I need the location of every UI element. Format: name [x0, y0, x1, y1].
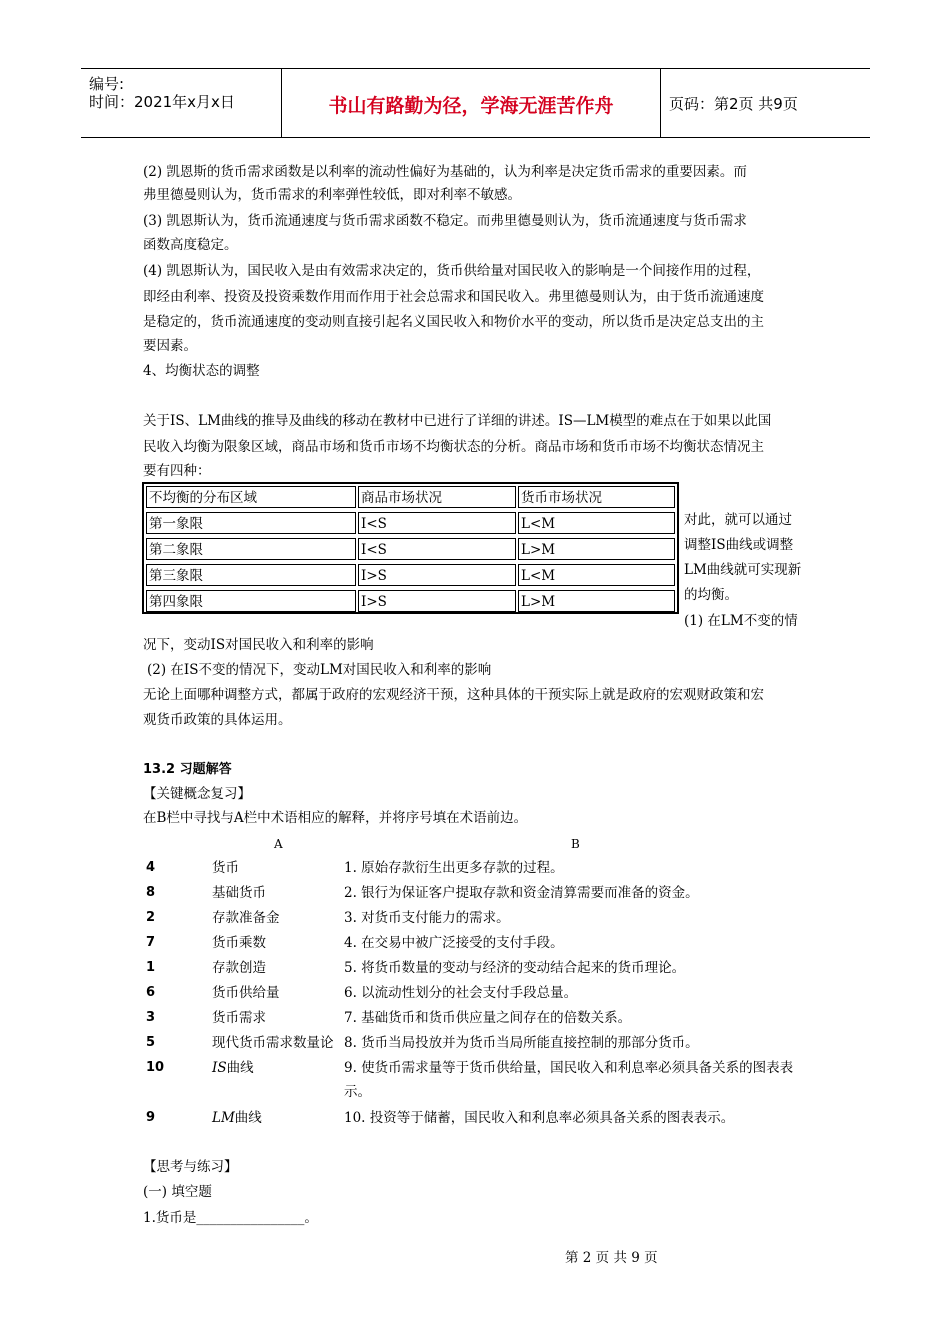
list-item — [0, 1031, 950, 1055]
header-page-cell — [660, 69, 871, 137]
item-description: 5. 将货币数量的变动与经济的变动结合起来的货币理论。 — [344, 960, 686, 976]
list-item — [0, 881, 950, 905]
section-4-heading: 4、均衡状态的调整 — [143, 363, 260, 379]
time-label: 时间：2021年x月x日 — [89, 93, 235, 111]
item-number: 7 — [146, 935, 156, 950]
item-description: 7. 基础货币和货币供应量之间存在的倍数关系。 — [344, 1010, 632, 1026]
list-item — [0, 1106, 950, 1130]
is-lm-line-1: 关于IS、LM曲线的推导及曲线的移动在教材中已进行了详细的讲述。IS—LM模型的难点在于如果以此国 — [143, 413, 772, 429]
item-description: 6. 以流动性划分的社会支付手段总量。 — [344, 985, 578, 1001]
is-lm-line-2: 民收入均衡为限象区域，商品市场和货币市场不均衡状态的分析。商品市场和货币市场不均衡状态情况主 — [143, 439, 764, 455]
table-cell: 第四象限 — [146, 590, 356, 612]
item-number: 1 — [146, 960, 156, 975]
item-number: 10 — [146, 1060, 165, 1075]
list-item — [0, 981, 950, 1005]
table-cell: I>S — [358, 564, 516, 586]
question-1: 1.货币是________________。 — [143, 1210, 318, 1226]
item-number: 2 — [146, 910, 156, 925]
number-label: 编号: — [89, 75, 125, 93]
table-header-cell: 商品市场状况 — [358, 486, 516, 508]
think-heading: 【思考与练习】 — [143, 1159, 238, 1175]
side-text-3: LM曲线就可实现新 — [684, 562, 802, 578]
is-lm-line-3: 要有四种： — [143, 463, 211, 479]
table-header-row — [144, 484, 677, 510]
header-motto-cell — [282, 69, 660, 137]
item-term-italic: IS — [212, 1060, 227, 1076]
after-table-line-1: 况下，变动IS对国民收入和利率的影响 — [143, 637, 374, 653]
table-cell: I<S — [358, 538, 516, 560]
concept-review-heading: 【关键概念复习】 — [143, 786, 251, 802]
table-header-cell: 不均衡的分布区域 — [146, 486, 356, 508]
para-4-line-4: 要因素。 — [143, 338, 197, 354]
item-number: 8 — [146, 885, 156, 900]
table-header-cell: 货币市场状况 — [518, 486, 675, 508]
para-4-line-2: 即经由利率、投资及投资乘数作用而作用于社会总需求和国民收入。弗里德曼则认为，由于货币流通速度 — [143, 289, 764, 305]
para-3-line-2: 函数高度稳定。 — [143, 237, 238, 253]
item-term-suffix: 曲线 — [234, 1110, 262, 1126]
list-item — [0, 1056, 950, 1100]
table-row — [144, 536, 677, 562]
item-term — [212, 1106, 262, 1130]
page-label: 页码：第2页 共9页 — [669, 95, 798, 113]
table-cell: L<M — [518, 512, 675, 534]
item-number: 5 — [146, 1035, 156, 1050]
para-2-line-2: 弗里德曼则认为，货币需求的利率弹性较低，即对利率不敏感。 — [143, 187, 521, 203]
table-cell: L<M — [518, 564, 675, 586]
header-meta-cell — [81, 69, 282, 137]
motto: 书山有路勤为径，学海无涯苦作舟 — [328, 95, 614, 117]
item-description: 10. 投资等于储蓄，国民收入和利息率必须具备关系的图表表示。 — [344, 1110, 735, 1126]
para-3-line-1: (3) 凯恩斯认为，货币流通速度与货币需求函数不稳定。而弗里德曼则认为，货币流通速度与货币需求 — [143, 213, 747, 229]
table-cell: 第一象限 — [146, 512, 356, 534]
list-item — [0, 1006, 950, 1030]
list-item — [0, 931, 950, 955]
item-number: 3 — [146, 1010, 156, 1025]
after-table-line-2: (2) 在IS不变的情况下，变动LM对国民收入和利率的影响 — [147, 662, 492, 678]
item-term-suffix: 曲线 — [226, 1060, 254, 1076]
side-text-2: 调整IS曲线或调整 — [684, 537, 794, 553]
table-cell: I>S — [358, 590, 516, 612]
side-text-5: (1) 在LM不变的情 — [684, 613, 798, 629]
table-cell: 第二象限 — [146, 538, 356, 560]
para-2-line-1: (2) 凯恩斯的货币需求函数是以利率的流动性偏好为基础的，认为利率是决定货币需求的重要因素。而 — [143, 164, 747, 180]
item-description: 8. 货币当局投放并为货币当局所能直接控制的那部分货币。 — [344, 1035, 699, 1051]
section-title: 13.2 习题解答 — [143, 762, 232, 777]
table-cell: L>M — [518, 538, 675, 560]
item-term: 货币需求 — [212, 1010, 266, 1026]
item-description: 1. 原始存款衍生出更多存款的过程。 — [344, 860, 564, 876]
item-description: 2. 银行为保证客户提取存款和资金清算需要而准备的资金。 — [344, 885, 699, 901]
fill-heading: (一) 填空题 — [143, 1184, 212, 1200]
table-row — [144, 588, 677, 614]
table-cell: I<S — [358, 512, 516, 534]
page-header — [81, 68, 870, 138]
table-cell: 第三象限 — [146, 564, 356, 586]
item-number: 4 — [146, 860, 156, 875]
item-term: 货币 — [212, 860, 239, 876]
item-term: 基础货币 — [212, 885, 266, 901]
side-text-4: 的均衡。 — [684, 587, 738, 603]
list-item — [0, 906, 950, 930]
item-number: 9 — [146, 1110, 156, 1125]
item-term-italic: LM — [212, 1110, 235, 1126]
item-term: 存款准备金 — [212, 910, 280, 926]
para-4-line-1: (4) 凯恩斯认为，国民收入是由有效需求决定的，货币供给量对国民收入的影响是一个间接作用的过程， — [143, 263, 761, 279]
table-cell: L>M — [518, 590, 675, 612]
item-description: 4. 在交易中被广泛接受的支付手段。 — [344, 935, 564, 951]
table-row — [144, 562, 677, 588]
instruction: 在B栏中寻找与A栏中术语相应的解释，并将序号填在术语前边。 — [143, 810, 528, 826]
item-term: 货币乘数 — [212, 935, 266, 951]
item-description: 9. 使货币需求量等于货币供给量，国民收入和利息率必须具备关系的图表表示。 — [344, 1060, 794, 1100]
after-table-line-3: 无论上面哪种调整方式，都属于政府的宏观经济干预，这种具体的干预实际上就是政府的宏观财政策和宏 — [143, 687, 764, 703]
item-term — [212, 1056, 254, 1080]
column-b-label: B — [571, 837, 580, 851]
para-4-line-3: 是稳定的，货币流通速度的变动则直接引起名义国民收入和物价水平的变动，所以货币是决定总支出的主 — [143, 314, 764, 330]
column-a-label: A — [274, 837, 283, 851]
side-text-1: 对此，就可以通过 — [684, 512, 792, 528]
item-description: 3. 对货币支付能力的需求。 — [344, 910, 510, 926]
after-table-line-4: 观货币政策的具体运用。 — [143, 712, 292, 728]
list-item — [0, 956, 950, 980]
page-footer: 第 2 页 共 9 页 — [565, 1250, 658, 1266]
item-term: 货币供给量 — [212, 985, 280, 1001]
item-term: 现代货币需求数量论 — [212, 1035, 334, 1051]
imbalance-table — [142, 482, 679, 614]
item-number: 6 — [146, 985, 156, 1000]
list-item — [0, 856, 950, 880]
table-row — [144, 510, 677, 536]
item-term: 存款创造 — [212, 960, 266, 976]
